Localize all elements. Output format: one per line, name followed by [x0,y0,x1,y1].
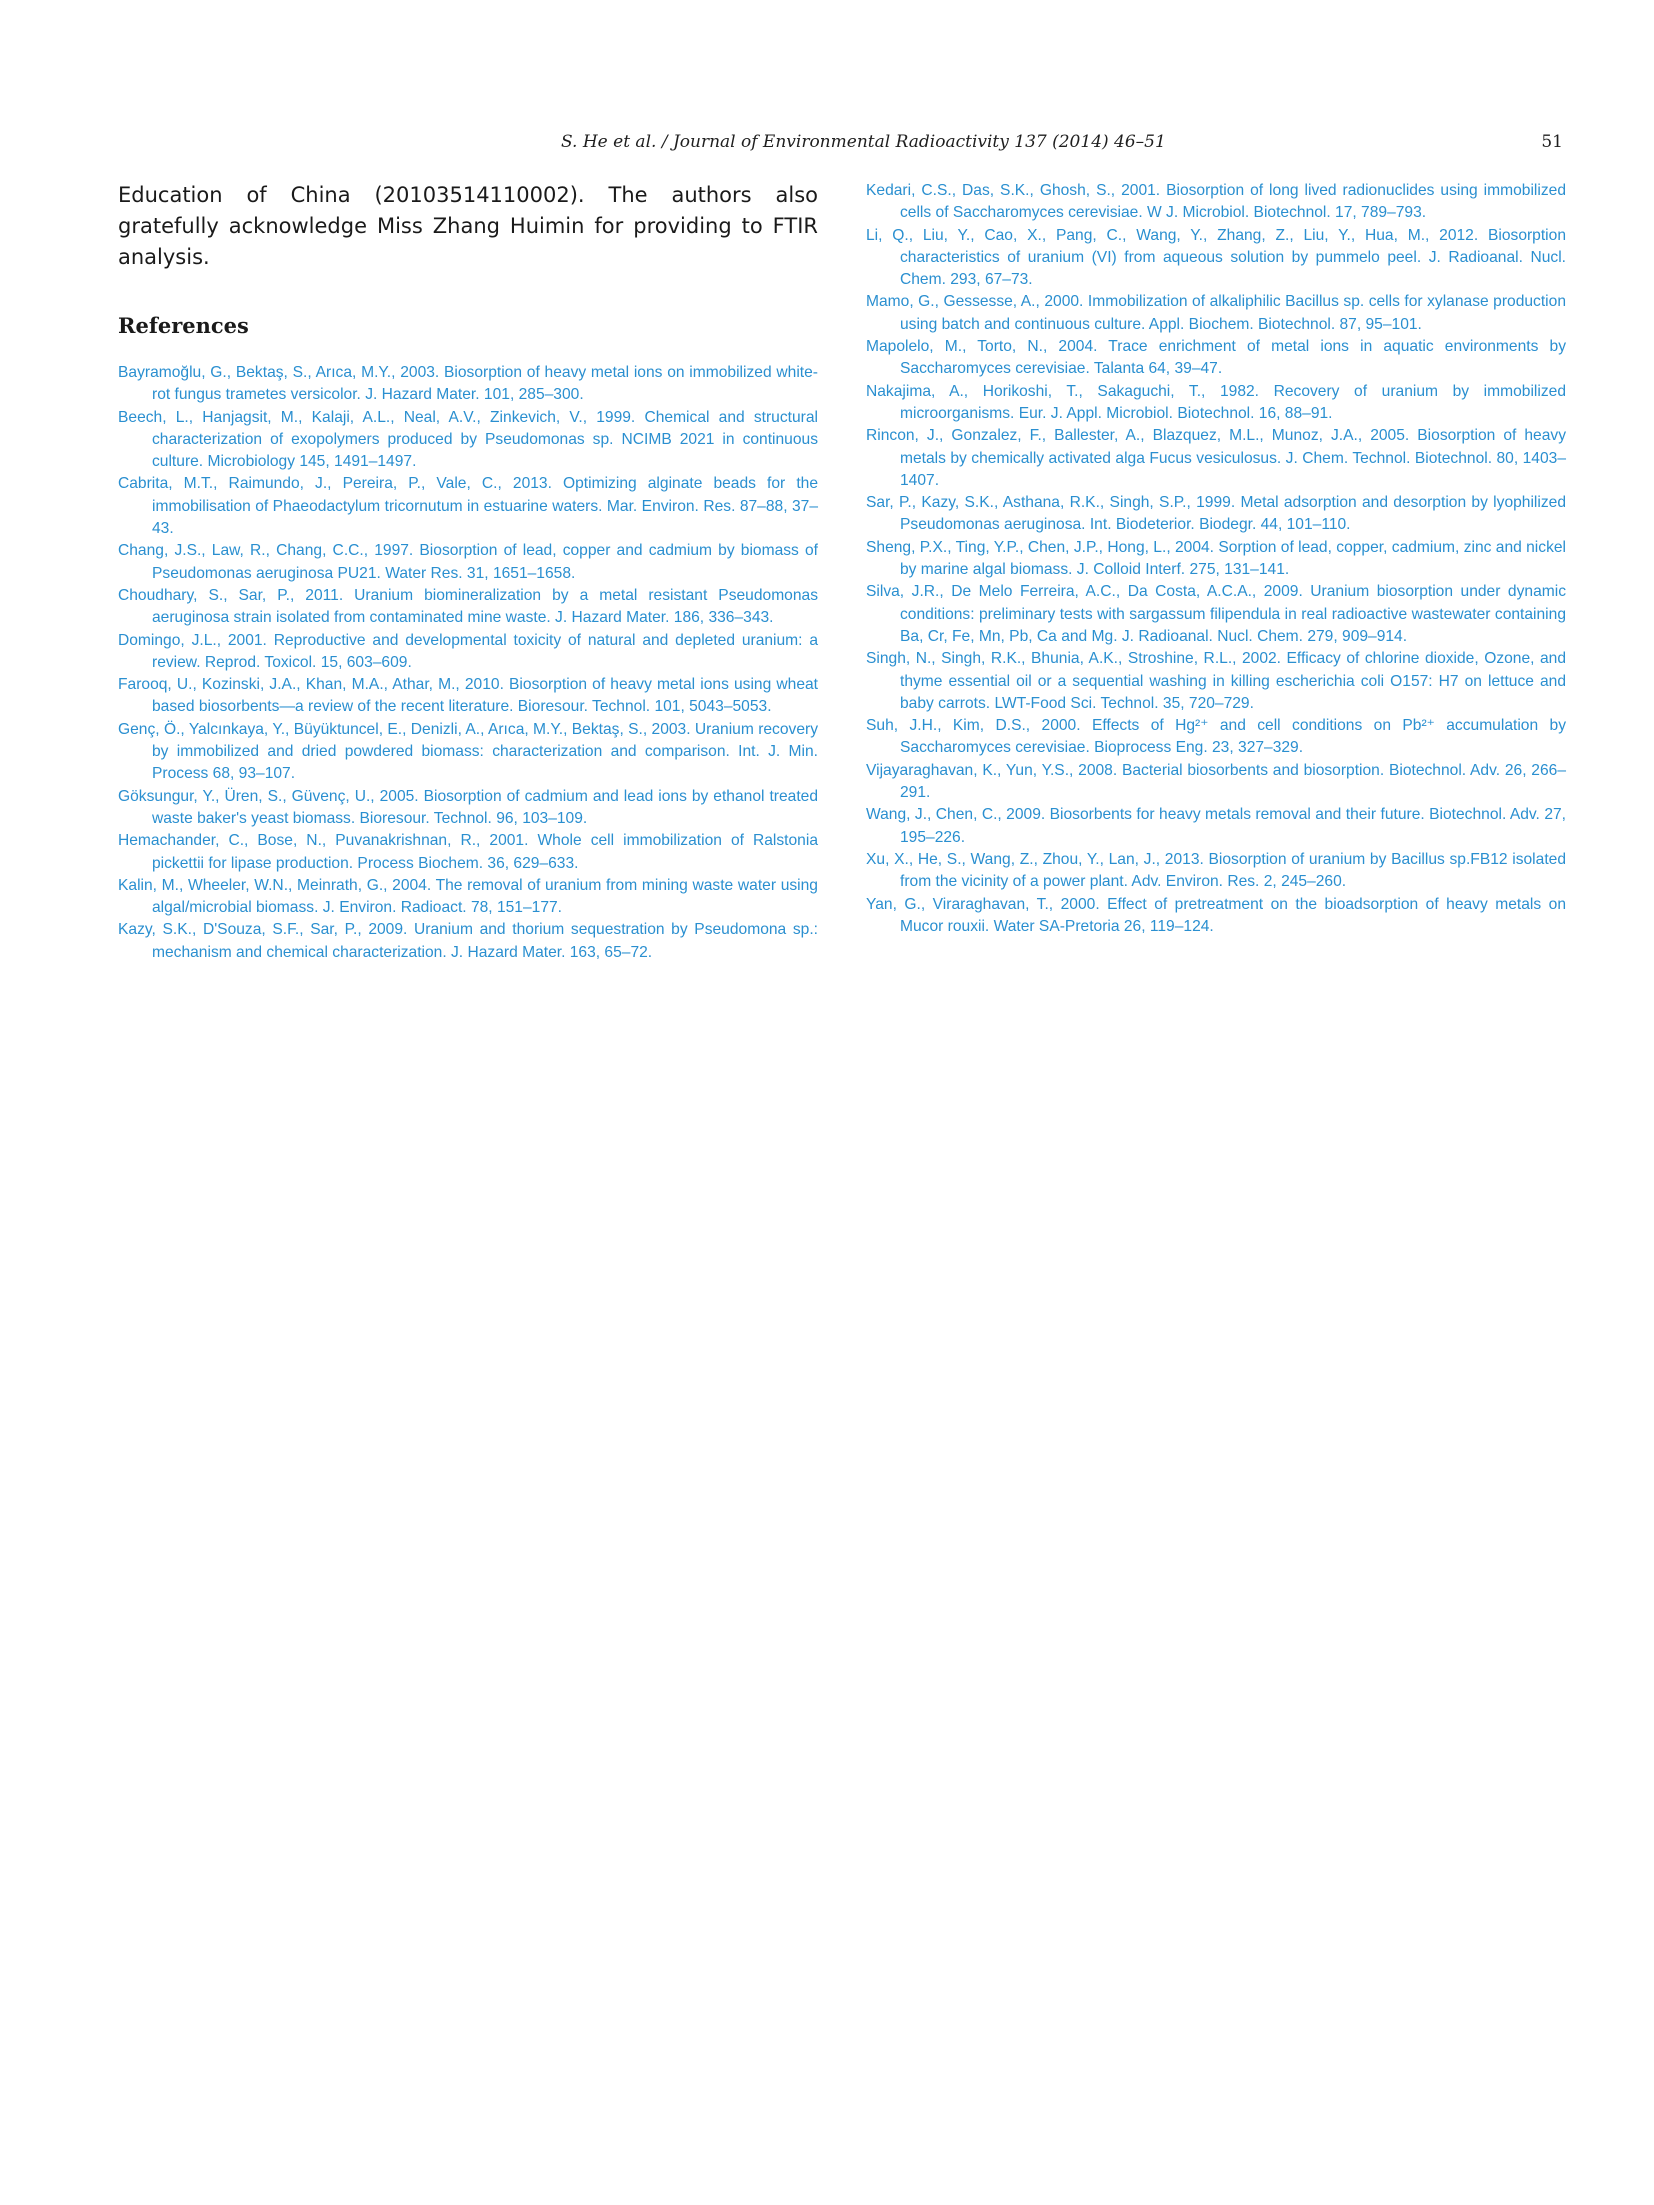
acknowledgement-text: Education of China (20103514110002). The authors also gratefully acknowledge Miss Zhang Huimin for providing to FTIR analysis. [118,183,818,269]
reference-entry[interactable]: Kalin, M., Wheeler, W.N., Meinrath, G., 2004. The removal of uranium from mining waste water using algal/microbial biomass. J. Environ. Radioact. 78, 151–177. [118,876,818,917]
reference-entry[interactable]: Beech, L., Hanjagsit, M., Kalaji, A.L., Neal, A.V., Zinkevich, V., 1999. Chemical and structural characterization of exopolymers produced by Pseudomonas sp. NCIMB 2021 in continuous culture. Microbiology 145, 1491–1497. [118,408,818,471]
reference-entry[interactable]: Li, Q., Liu, Y., Cao, X., Pang, C., Wang, Y., Zhang, Z., Liu, Y., Hua, M., 2012. Biosorption characteristics of uranium (VI) from aqueous solution by pummelo peel. J. Radioanal. Nucl. Chem. 293, 67–73. [866,226,1566,289]
page-number: 51 [1541,132,1563,152]
right-column [866,180,1566,938]
reference-entry[interactable]: Singh, N., Singh, R.K., Bhunia, A.K., Stroshine, R.L., 2002. Efficacy of chlorine dioxide, Ozone, and thyme essential oil or a sequential washing in killing escherichia coli O157: H7 on lettuce and baby carrots. LWT-Food Sci. Technol. 35, 720–729. [866,650,1566,712]
reference-entry[interactable]: Mapolelo, M., Torto, N., 2004. Trace enrichment of metal ions in aquatic environments by Saccharomyces cerevisiae. Talanta 64, 39–47. [866,338,1566,378]
reference-entry[interactable]: Domingo, J.L., 2001. Reproductive and developmental toxicity of natural and depleted uranium: a review. Reprod. Toxicol. 15, 603–609. [118,631,818,671]
reference-entry[interactable]: Rincon, J., Gonzalez, F., Ballester, A., Blazquez, M.L., Munoz, J.A., 2005. Biosorption of heavy metals by chemically activated alga Fucus vesiculosus. J. Chem. Technol. Biotechnol. 80, 1403–1407. [866,427,1566,489]
running-title: S. He et al. / Journal of Environmental Radioactivity 137 (2014) 46–51 [561,132,1166,152]
reference-list-left [118,362,818,964]
reference-entry[interactable]: Xu, X., He, S., Wang, Z., Zhou, Y., Lan, J., 2013. Biosorption of uranium by Bacillus sp.FB12 isolated from the vicinity of a power plant. Adv. Environ. Res. 2, 245–260. [866,850,1566,891]
reference-entry[interactable]: Nakajima, A., Horikoshi, T., Sakaguchi, T., 1982. Recovery of uranium by immobilized microorganisms. Eur. J. Appl. Microbiol. Biotechnol. 16, 88–91. [866,382,1566,422]
left-column [118,180,818,964]
running-header [118,128,1563,158]
reference-entry[interactable]: Choudhary, S., Sar, P., 2011. Uranium biomineralization by a metal resistant Pseudomonas aeruginosa strain isolated from contaminated mine waste. J. Hazard Mater. 186, 336–343. [118,586,818,627]
references-heading: References [118,313,249,338]
reference-entry[interactable]: Yan, G., Viraraghavan, T., 2000. Effect of pretreatment on the bioadsorption of heavy metals on Mucor rouxii. Water SA-Pretoria 26, 119–124. [866,895,1566,935]
reference-entry[interactable]: Sar, P., Kazy, S.K., Asthana, R.K., Singh, S.P., 1999. Metal adsorption and desorption by lyophilized Pseudomonas aeruginosa. Int. Biodeterior. Biodegr. 44, 101–110. [866,494,1566,534]
reference-entry[interactable]: Farooq, U., Kozinski, J.A., Khan, M.A., Athar, M., 2010. Biosorption of heavy metal ions using wheat based biosorbents—a review of the recent literature. Bioresour. Technol. 101, 5043–5053. [118,676,818,716]
reference-entry[interactable]: Cabrita, M.T., Raimundo, J., Pereira, P., Vale, C., 2013. Optimizing alginate beads for the immobilisation of Phaeodactylum tricornutum in estuarine waters. Mar. Environ. Res. 87–88, 37–43. [118,475,818,538]
reference-entry[interactable]: Genç, Ö., Yalcınkaya, Y., Büyüktuncel, E., Denizli, A., Arıca, M.Y., Bektaş, S., 2003. Uranium recovery by immobilized and dried powdered biomass: characterization and comparison. Int. J. Min. Process 68, 93–107. [118,720,818,783]
reference-entry[interactable]: Sheng, P.X., Ting, Y.P., Chen, J.P., Hong, L., 2004. Sorption of lead, copper, cadmium, zinc and nickel by marine algal biomass. J. Colloid Interf. 275, 131–141. [866,538,1566,579]
reference-entry[interactable]: Kedari, C.S., Das, S.K., Ghosh, S., 2001. Biosorption of long lived radionuclides using immobilized cells of Saccharomyces cerevisiae. W J. Microbiol. Biotechnol. 17, 789–793. [866,182,1566,222]
reference-list-right [866,180,1566,938]
reference-entry[interactable]: Suh, J.H., Kim, D.S., 2000. Effects of Hg²⁺ and cell conditions on Pb²⁺ accumulation by Saccharomyces cerevisiae. Bioprocess Eng. 23, 327–329. [866,717,1566,757]
reference-entry[interactable]: Silva, J.R., De Melo Ferreira, A.C., Da Costa, A.C.A., 2009. Uranium biosorption under dynamic conditions: preliminary tests with sargassum filipendula in real radioactive wastewater containing Ba, Cr, Fe, Mn, Pb, Ca and Mg. J. Radioanal. Nucl. Chem. 279, 909–914. [866,583,1566,645]
reference-entry[interactable]: Bayramoğlu, G., Bektaş, S., Arıca, M.Y., 2003. Biosorption of heavy metal ions on immobilized white-rot fungus trametes versicolor. J. Hazard Mater. 101, 285–300. [118,364,818,404]
reference-entry[interactable]: Mamo, G., Gessesse, A., 2000. Immobilization of alkaliphilic Bacillus sp. cells for xylanase production using batch and continuous culture. Appl. Biochem. Biotechnol. 87, 95–101. [866,293,1566,333]
reference-entry[interactable]: Kazy, S.K., D'Souza, S.F., Sar, P., 2009. Uranium and thorium sequestration by Pseudomona sp.: mechanism and chemical characterization. J. Hazard Mater. 163, 65–72. [118,921,818,961]
reference-entry[interactable]: Chang, J.S., Law, R., Chang, C.C., 1997. Biosorption of lead, copper and cadmium by biomass of Pseudomonas aeruginosa PU21. Water Res. 31, 1651–1658. [118,542,818,582]
reference-entry[interactable]: Hemachander, C., Bose, N., Puvanakrishnan, R., 2001. Whole cell immobilization of Ralstonia pickettii for lipase production. Process Biochem. 36, 629–633. [118,832,818,872]
reference-entry[interactable]: Göksungur, Y., Üren, S., Güvenç, U., 2005. Biosorption of cadmium and lead ions by ethanol treated waste baker's yeast biomass. Bioresour. Technol. 96, 103–109. [118,787,818,827]
reference-entry[interactable]: Vijayaraghavan, K., Yun, Y.S., 2008. Bacterial biosorbents and biosorption. Biotechnol. Adv. 26, 266–291. [866,761,1566,802]
reference-entry[interactable]: Wang, J., Chen, C., 2009. Biosorbents for heavy metals removal and their future. Biotechnol. Adv. 27, 195–226. [866,806,1566,846]
